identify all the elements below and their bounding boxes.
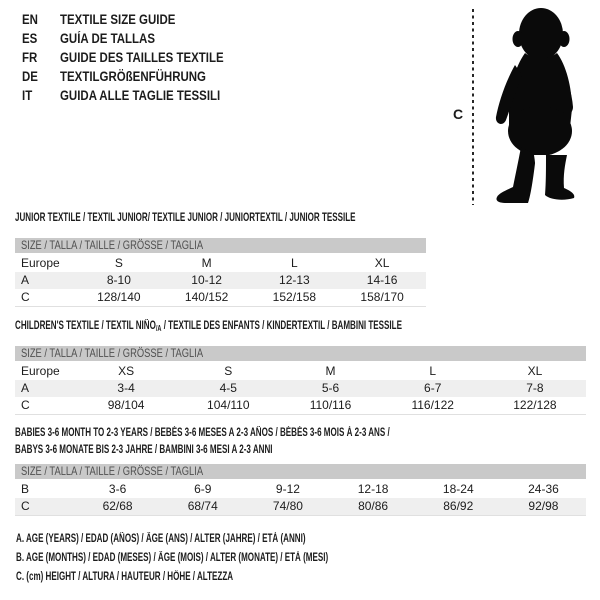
size-cell: XL [374,256,390,270]
junior-size-table [15,238,426,307]
guide-title-en: TEXTILE SIZE GUIDE [60,12,176,27]
age-cell: 18-24 [442,482,474,496]
height-cell: 110/116 [309,398,352,412]
junior-size-header-bar: SIZE / TALLA / TAILLE / GRÖSSE / TAGLIA [15,238,426,253]
height-cell: 140/152 [184,290,229,304]
babies-section-title: BABIES 3-6 MONTH TO 2-3 YEARS / BEBÉS 3-6 MESES A 2-3 AÑOS / BÉBÉS 3-6 MOIS À 2-3 ANS / BABYS 3-6 MONATE BIS 2-3 JAHRE / BAMBINI 3-6 MESI A 2-3 ANNI [15,427,390,456]
language-row-de [22,67,253,86]
babies-size-header-bar: SIZE / TALLA / TAILLE / GRÖSSE / TAGLIA [15,464,586,479]
height-measure-label: C [453,106,464,122]
age-cell: 10-12 [191,273,222,287]
guide-title-it: GUIDA ALLE TAGLIE TESSILI [60,88,221,103]
height-cell: 152/158 [272,290,317,304]
note-height-cm: C. (cm) HEIGHT / ALTURA / HAUTEUR / HÖHE / ALTEZZA [16,571,234,583]
age-cell: 12-13 [279,273,310,287]
language-title-list [22,10,253,105]
guide-title-fr: GUIDE DES TAILLES TEXTILE [60,50,224,65]
children-size-table [15,346,586,415]
size-cell: S [224,364,233,378]
row-label: C [21,499,30,513]
size-cell: L [429,364,437,378]
age-cell: 14-16 [366,273,398,287]
height-cell: 62/68 [102,499,133,513]
language-code: ES [22,31,38,46]
height-cell: 158/170 [360,290,404,304]
size-cell: S [114,256,123,270]
note-age-years: A. AGE (YEARS) / EDAD (AÑOS) / ÂGE (ANS) / ALTER (JAHRE) / ETÀ (ANNI) [16,533,306,545]
note-age-months: B. AGE (MONTHS) / EDAD (MESES) / ÂGE (MOIS) / ALTER (MONATE) / ETÀ (MESI) [16,552,329,564]
nino-a-subscript: /A [155,324,162,333]
row-label: C [21,398,30,412]
age-cell: 24-36 [528,482,559,496]
language-code: IT [22,88,33,103]
height-cell: 128/140 [97,290,141,304]
table-row-age [15,272,426,289]
size-cell: L [291,256,298,270]
height-cell: 80/86 [358,499,389,513]
age-cell: 12-18 [357,482,389,496]
row-label: A [21,381,30,395]
age-cell: 5-6 [321,381,340,395]
row-label: C [21,290,30,304]
size-cell: XS [118,364,135,378]
height-cell: 122/128 [513,398,557,412]
language-row-it [22,86,253,105]
age-cell: 8-10 [106,273,131,287]
size-cell: XL [527,364,543,378]
age-cell: 9-12 [275,482,300,496]
age-cell: 3-4 [117,381,135,395]
table-row-europe [15,255,426,272]
table-row-age [15,380,586,397]
language-code: EN [22,12,38,27]
language-code: FR [22,50,38,65]
age-cell: 6-7 [424,381,442,395]
table-row-height [15,397,586,414]
row-label: B [21,482,30,496]
height-cell: 92/98 [528,499,559,513]
row-label: Europe [21,364,60,378]
babies-size-table [15,464,586,516]
height-cell: 98/104 [107,398,145,412]
baby-silhouette [484,5,598,205]
table-row-age-months [15,481,586,498]
guide-title-de: TEXTILGRÖßENFÜHRUNG [60,69,206,84]
age-cell: 4-5 [219,381,237,395]
age-cell: 6-9 [194,482,212,496]
language-row-es [22,29,253,48]
height-cell: 68/74 [187,499,218,513]
legend-notes [16,530,462,587]
table-row-height [15,498,586,515]
size-cell: M [325,364,336,378]
table-row-height [15,289,426,306]
size-cell: M [201,256,212,270]
height-cell: 86/92 [443,499,474,513]
height-measure-dotted-line [472,9,474,205]
row-label: A [21,273,30,287]
age-cell: 3-6 [108,482,127,496]
children-section-title: CHILDREN'S TEXTILE / TEXTIL $NIÑO_{/A}$ / TEXTILE DES ENFANTS / KINDERTEXTIL / BAMBINI TESSILE [15,320,402,333]
language-code: DE [22,69,38,84]
height-cell: 74/80 [272,499,303,513]
height-cell: 116/122 [411,398,454,412]
junior-section-title: JUNIOR TEXTILE / TEXTIL JUNIOR/ TEXTILE JUNIOR / JUNIORTEXTIL / JUNIOR TESSILE [15,212,356,224]
age-cell: 7-8 [526,381,544,395]
guide-title-es: GUÍA DE TALLAS [60,31,155,46]
height-cell: 104/110 [207,398,250,412]
row-label: Europe [21,256,60,270]
language-row-fr [22,48,253,67]
table-row-europe [15,363,586,380]
language-row-en [22,10,253,29]
children-size-header-bar: SIZE / TALLA / TAILLE / GRÖSSE / TAGLIA [15,346,586,361]
